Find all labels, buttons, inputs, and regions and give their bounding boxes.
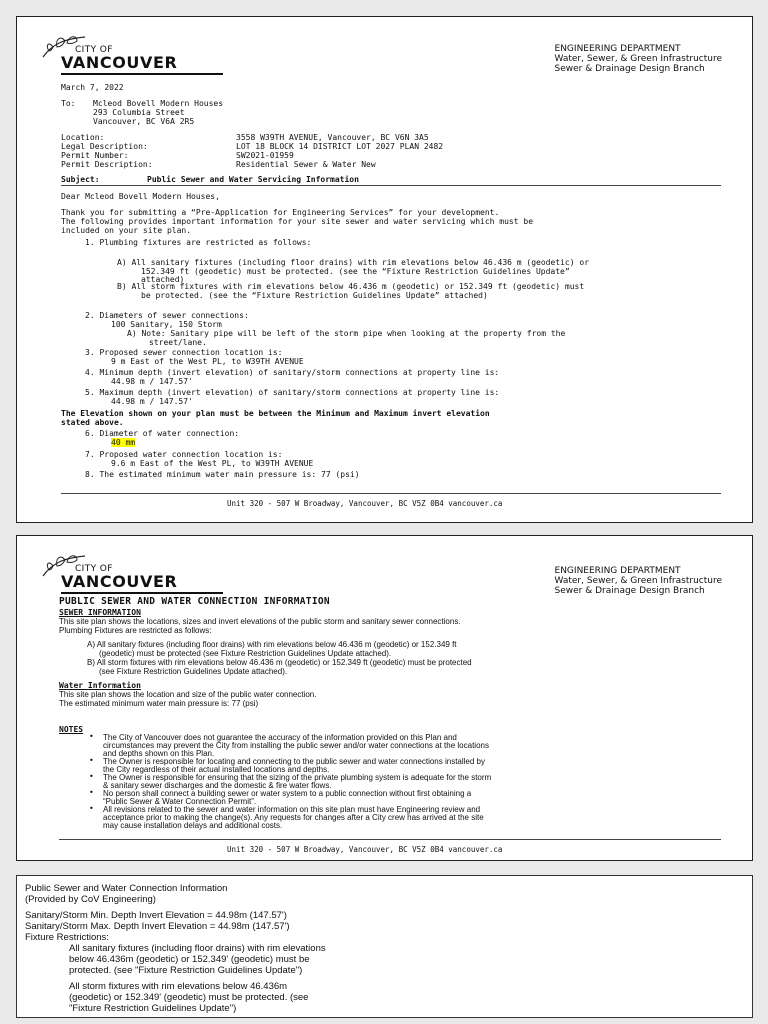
logo-rule	[61, 73, 223, 75]
item-5: 5. Maximum depth (invert elevation) of sanitary/storm connections at property line is:	[85, 388, 500, 397]
footer-rule	[61, 493, 721, 494]
box-line-11: "Fixture Restriction Guidelines Update")	[69, 1003, 237, 1014]
box-line-1: Public Sewer and Water Connection Information	[25, 883, 228, 894]
dept-line-2: Water, Sewer, & Green Infrastructure	[554, 54, 722, 64]
fixture-a-line-1: A) All sanitary fixtures (including floor drains) with rim elevations below 46.436 m (geodetic) or 152.349 ft	[87, 640, 457, 649]
item-1b-line-1: B) All storm fixtures with rim elevations below 46.436 m (geodetic) or 152.349 ft (geodetic) must	[117, 282, 585, 291]
sewer-info-line-2: Plumbing Fixtures are restricted as follows:	[59, 626, 212, 635]
intro-line-2: The following provides important information for your site sewer and water servicing which must be	[61, 217, 534, 226]
box-line-9: All storm fixtures with rim elevations below 46.436m	[69, 981, 288, 992]
intro-line-3: included on your site plan.	[61, 226, 192, 235]
dept-line-2: Water, Sewer, & Green Infrastructure	[554, 576, 722, 586]
sewer-info-heading: SEWER INFORMATION	[59, 608, 141, 617]
subject-label: Subject:	[61, 175, 100, 184]
page-2-title: PUBLIC SEWER AND WATER CONNECTION INFORMATION	[59, 596, 330, 607]
intro-line-1: Thank you for submitting a “Pre-Application for Engineering Services” for your development.	[61, 208, 500, 217]
footer-address: Unit 320 - 507 W Broadway, Vancouver, BC V5Z 0B4 vancouver.ca	[227, 845, 503, 854]
permit-desc-label: Permit Description:	[61, 160, 153, 169]
item-6: 6. Diameter of water connection:	[85, 429, 240, 438]
item-3-value: 9 m East of the West PL, to W39TH AVENUE	[111, 357, 304, 366]
item-4-value: 44.98 m / 147.57'	[111, 377, 193, 386]
subject-rule	[61, 185, 721, 186]
to-line-3: Vancouver, BC V6A 2R5	[93, 117, 195, 126]
bullet-icon: •	[89, 772, 94, 781]
location-label: Location:	[61, 133, 105, 142]
to-line-1: Mcleod Bovell Modern Houses	[93, 99, 224, 108]
letter-page-2	[16, 535, 753, 861]
letter-page-1	[16, 16, 753, 523]
elevation-note-line-1: The Elevation shown on your plan must be between the Minimum and Maximum invert elevation	[61, 409, 490, 418]
note-1-line-2: circumstances may prevent the City from installing the public sewer and/or water connections at the locations	[103, 741, 489, 750]
note-4-line-1: No person shall connect a building sewer or water system to a public connection without first obtaining a	[103, 789, 472, 798]
note-4-line-2: “Public Sewer & Water Connection Permit”.	[103, 797, 257, 806]
box-line-5: Fixture Restrictions:	[25, 932, 109, 943]
note-5-line-3: may cause installation delays and additional costs.	[103, 821, 283, 830]
note-2-line-2: the City regardless of their actual installed locations and depths.	[103, 765, 330, 774]
item-2a-line-2: street/lane.	[149, 338, 207, 347]
sewer-info-line-1: This site plan shows the locations, sizes and invert elevations of the public storm and sanitary sewer connections.	[59, 617, 461, 626]
item-1a-line-3: attached)	[141, 275, 185, 284]
legal-label: Legal Description:	[61, 142, 148, 151]
permit-desc-value: Residential Sewer & Water New	[236, 160, 376, 169]
logo-rule	[61, 592, 223, 594]
item-6-value: 40 mm	[111, 438, 136, 447]
box-line-8: protected. (see "Fixture Restriction Guidelines Update")	[69, 965, 303, 976]
elevation-note-line-2: stated above.	[61, 418, 124, 427]
item-2a-line-1: A) Note: Sanitary pipe will be left of the storm pipe when looking at the property from the	[127, 329, 566, 338]
letter-date: March 7, 2022	[61, 83, 124, 92]
city-logo	[39, 33, 203, 75]
item-2-value: 100 Sanitary, 150 Storm	[111, 320, 222, 329]
department-header	[555, 44, 722, 74]
water-info-heading: Water Information	[59, 681, 141, 690]
department-header	[555, 566, 722, 596]
dept-line-1: ENGINEERING DEPARTMENT	[554, 44, 681, 54]
permit-label: Permit Number:	[61, 151, 129, 160]
footer-rule	[59, 839, 721, 840]
logo-vancouver: VANCOUVER	[61, 572, 178, 591]
box-line-10: (geodetic) or 152.349' (geodetic) must be protected. (see	[69, 992, 309, 1003]
dept-line-3: Sewer & Drainage Design Branch	[554, 586, 705, 596]
greeting: Dear Mcleod Bovell Modern Houses,	[61, 192, 220, 201]
plan-notes-box	[16, 875, 753, 1018]
item-7: 7. Proposed water connection location is:	[85, 450, 283, 459]
bullet-icon: •	[89, 788, 94, 797]
note-5-line-2: acceptance prior to making the change(s). Any requests for changes after a City crew has arrived at the site	[103, 813, 484, 822]
legal-value: LOT 18 BLOCK 14 DISTRICT LOT 2027 PLAN 2482	[236, 142, 444, 151]
note-3-line-1: The Owner is responsible for ensuring that the sizing of the private plumbing system is adequate for the storm	[103, 773, 492, 782]
logo-vancouver: VANCOUVER	[61, 53, 178, 72]
fixture-b-line-1: B) All storm fixtures with rim elevations below 46.436 m (geodetic) or 152.349 ft (geodetic) must be protected	[87, 658, 472, 667]
to-label: To:	[61, 99, 76, 108]
bullet-icon: •	[89, 756, 94, 765]
fixture-b-line-2: (see Fixture Restriction Guidelines Update attached).	[99, 667, 288, 676]
box-line-3: Sanitary/Storm Min. Depth Invert Elevation = 44.98m (147.57')	[25, 910, 287, 921]
item-5-value: 44.98 m / 147.57'	[111, 397, 193, 406]
fixture-a-line-2: (geodetic) must be protected (see Fixture Restriction Guidelines Update attached).	[99, 649, 392, 658]
item-7-value: 9.6 m East of the West PL, to W39TH AVENUE	[111, 459, 314, 468]
water-info-line-1: This site plan shows the location and size of the public water connection.	[59, 690, 317, 699]
item-1a-line-2: 152.349 ft (geodetic) must be protected. (see the “Fixture Restriction Guidelines Update”	[141, 267, 570, 276]
item-3: 3. Proposed sewer connection location is:	[85, 348, 283, 357]
box-line-2: (Provided by CoV Engineering)	[25, 894, 156, 905]
city-logo	[39, 552, 203, 594]
item-1: 1. Plumbing fixtures are restricted as follows:	[85, 238, 312, 247]
note-1-line-3: and depths shown on this Plan.	[103, 749, 215, 758]
permit-value: SW2021-01959	[236, 151, 294, 160]
logo-city-of: CITY OF	[75, 45, 113, 55]
footer-address: Unit 320 - 507 W Broadway, Vancouver, BC V5Z 0B4 vancouver.ca	[227, 499, 503, 508]
note-3-line-2: & sanitary sewer discharges and the domestic & fire water flows.	[103, 781, 332, 790]
item-4: 4. Minimum depth (invert elevation) of sanitary/storm connections at property line is:	[85, 368, 500, 377]
dept-line-3: Sewer & Drainage Design Branch	[554, 64, 705, 74]
bullet-icon: •	[89, 732, 94, 741]
item-1b-line-2: be protected. (see the “Fixture Restriction Guidelines Update” attached)	[141, 291, 488, 300]
location-value: 3558 W39TH AVENUE, Vancouver, BC V6N 3A5	[236, 133, 429, 142]
water-info-line-2: The estimated minimum water main pressure is: 77 (psi)	[59, 699, 259, 708]
box-line-7: below 46.436m (geodetic) or 152.349' (geodetic) must be	[69, 954, 310, 965]
to-line-2: 293 Columbia Street	[93, 108, 185, 117]
bullet-icon: •	[89, 804, 94, 813]
item-6-value-wrap	[111, 438, 135, 447]
note-5-line-1: All revisions related to the sewer and water information on this site plan must have Engineering review and	[103, 805, 481, 814]
item-8: 8. The estimated minimum water main pressure is: 77 (psi)	[85, 470, 360, 479]
notes-heading: NOTES	[59, 725, 84, 734]
note-1-line-1: The City of Vancouver does not guarantee the accuracy of the information provided on this Plan and	[103, 733, 457, 742]
item-1a-line-1: A) All sanitary fixtures (including floor drains) with rim elevations below 46.436 m (geodetic) or	[117, 258, 590, 267]
box-line-6: All sanitary fixtures (including floor drains) with rim elevations	[69, 943, 326, 954]
dept-line-1: ENGINEERING DEPARTMENT	[554, 566, 681, 576]
item-2: 2. Diameters of sewer connections:	[85, 311, 249, 320]
logo-city-of: CITY OF	[75, 564, 113, 574]
box-line-4: Sanitary/Storm Max. Depth Invert Elevation = 44.98m (147.57')	[25, 921, 290, 932]
note-2-line-1: The Owner is responsible for locating and connecting to the public sewer and water connections installed by	[103, 757, 485, 766]
subject-value: Public Sewer and Water Servicing Information	[147, 175, 359, 184]
